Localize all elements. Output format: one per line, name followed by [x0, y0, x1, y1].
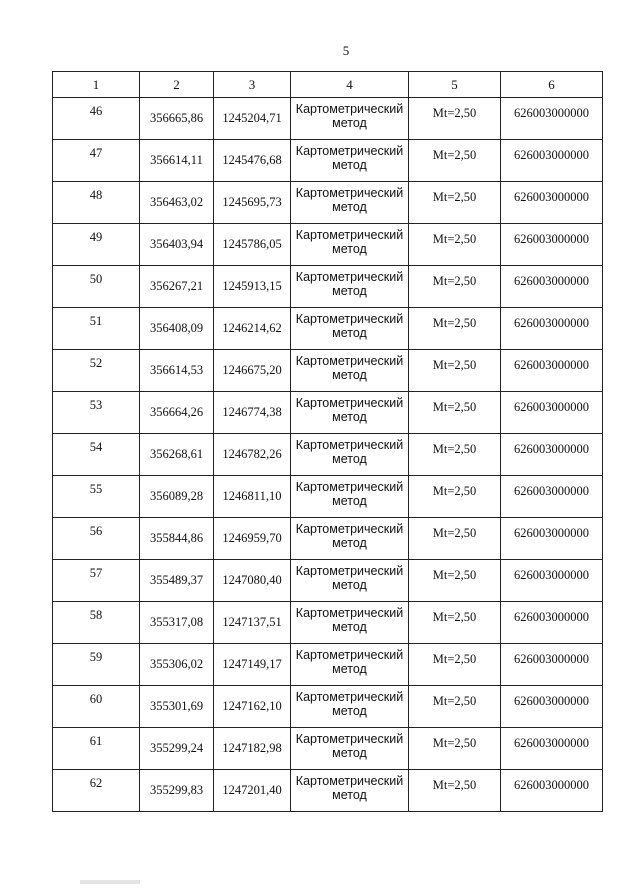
- point-number-cell: 61: [53, 728, 140, 770]
- method-cell: Картометрический метод: [291, 98, 409, 140]
- table-row: [53, 392, 603, 434]
- code-cell: 626003000000: [501, 560, 603, 602]
- coordinate-x-cell: 356665,86: [140, 98, 214, 140]
- table-row: [53, 644, 603, 686]
- code-cell: 626003000000: [501, 476, 603, 518]
- coordinate-y-cell: 1245913,15: [214, 266, 291, 308]
- table-row: [53, 140, 603, 182]
- point-number-cell: 53: [53, 392, 140, 434]
- coordinate-x-cell: 355844,86: [140, 518, 214, 560]
- table-row: [53, 266, 603, 308]
- coordinate-x-cell: 356089,28: [140, 476, 214, 518]
- code-cell: 626003000000: [501, 224, 603, 266]
- table-row: [53, 728, 603, 770]
- header-cell: 5: [409, 72, 501, 98]
- point-number-cell: 58: [53, 602, 140, 644]
- code-cell: 626003000000: [501, 266, 603, 308]
- method-cell: Картометрический метод: [291, 224, 409, 266]
- table-row: [53, 224, 603, 266]
- coordinate-x-cell: 355317,08: [140, 602, 214, 644]
- accuracy-cell: Mt=2,50: [409, 98, 501, 140]
- method-cell: Картометрический метод: [291, 644, 409, 686]
- table-row: [53, 308, 603, 350]
- header-cell: 6: [501, 72, 603, 98]
- table-row: [53, 476, 603, 518]
- table-row: [53, 602, 603, 644]
- coordinate-x-cell: 356267,21: [140, 266, 214, 308]
- code-cell: 626003000000: [501, 518, 603, 560]
- coordinate-y-cell: 1245204,71: [214, 98, 291, 140]
- coordinate-y-cell: 1246675,20: [214, 350, 291, 392]
- point-number-cell: 56: [53, 518, 140, 560]
- table-row: [53, 518, 603, 560]
- coordinate-y-cell: 1246774,38: [214, 392, 291, 434]
- header-cell: 3: [214, 72, 291, 98]
- accuracy-cell: Mt=2,50: [409, 392, 501, 434]
- header-row: [53, 72, 603, 98]
- coordinate-y-cell: 1246811,10: [214, 476, 291, 518]
- coordinate-x-cell: 356268,61: [140, 434, 214, 476]
- method-cell: Картометрический метод: [291, 686, 409, 728]
- header-cell: 4: [291, 72, 409, 98]
- method-cell: Картометрический метод: [291, 518, 409, 560]
- coordinate-y-cell: 1245786,05: [214, 224, 291, 266]
- table-row: [53, 686, 603, 728]
- coordinate-x-cell: 355489,37: [140, 560, 214, 602]
- accuracy-cell: Mt=2,50: [409, 434, 501, 476]
- method-cell: Картометрический метод: [291, 728, 409, 770]
- accuracy-cell: Mt=2,50: [409, 476, 501, 518]
- method-cell: Картометрический метод: [291, 770, 409, 812]
- point-number-cell: 55: [53, 476, 140, 518]
- point-number-cell: 60: [53, 686, 140, 728]
- code-cell: 626003000000: [501, 182, 603, 224]
- accuracy-cell: Mt=2,50: [409, 182, 501, 224]
- coordinate-y-cell: 1247182,98: [214, 728, 291, 770]
- accuracy-cell: Mt=2,50: [409, 266, 501, 308]
- coordinate-y-cell: 1245476,68: [214, 140, 291, 182]
- method-cell: Картометрический метод: [291, 476, 409, 518]
- coordinate-x-cell: 355299,83: [140, 770, 214, 812]
- method-cell: Картометрический метод: [291, 266, 409, 308]
- table-row: [53, 350, 603, 392]
- point-number-cell: 49: [53, 224, 140, 266]
- accuracy-cell: Mt=2,50: [409, 602, 501, 644]
- accuracy-cell: Mt=2,50: [409, 770, 501, 812]
- method-cell: Картометрический метод: [291, 350, 409, 392]
- table-row: [53, 560, 603, 602]
- table-row: [53, 770, 603, 812]
- code-cell: 626003000000: [501, 602, 603, 644]
- table-header: [53, 72, 603, 98]
- accuracy-cell: Mt=2,50: [409, 350, 501, 392]
- code-cell: 626003000000: [501, 770, 603, 812]
- coordinates-table: [52, 71, 603, 812]
- coordinate-y-cell: 1247149,17: [214, 644, 291, 686]
- accuracy-cell: Mt=2,50: [409, 224, 501, 266]
- method-cell: Картометрический метод: [291, 434, 409, 476]
- method-cell: Картометрический метод: [291, 308, 409, 350]
- accuracy-cell: Mt=2,50: [409, 560, 501, 602]
- code-cell: 626003000000: [501, 392, 603, 434]
- coordinate-y-cell: 1246214,62: [214, 308, 291, 350]
- coordinate-x-cell: 355299,24: [140, 728, 214, 770]
- accuracy-cell: Mt=2,50: [409, 728, 501, 770]
- coordinate-x-cell: 356463,02: [140, 182, 214, 224]
- header-cell: 2: [140, 72, 214, 98]
- accuracy-cell: Mt=2,50: [409, 518, 501, 560]
- coordinate-x-cell: 355301,69: [140, 686, 214, 728]
- accuracy-cell: Mt=2,50: [409, 140, 501, 182]
- coordinate-y-cell: 1247201,40: [214, 770, 291, 812]
- code-cell: 626003000000: [501, 686, 603, 728]
- table-body: [53, 98, 603, 812]
- method-cell: Картометрический метод: [291, 392, 409, 434]
- method-cell: Картометрический метод: [291, 560, 409, 602]
- coordinate-y-cell: 1246782,26: [214, 434, 291, 476]
- accuracy-cell: Mt=2,50: [409, 644, 501, 686]
- point-number-cell: 50: [53, 266, 140, 308]
- point-number-cell: 52: [53, 350, 140, 392]
- method-cell: Картометрический метод: [291, 602, 409, 644]
- code-cell: 626003000000: [501, 308, 603, 350]
- code-cell: 626003000000: [501, 98, 603, 140]
- point-number-cell: 46: [53, 98, 140, 140]
- point-number-cell: 59: [53, 644, 140, 686]
- table-row: [53, 434, 603, 476]
- coordinate-x-cell: 356664,26: [140, 392, 214, 434]
- accuracy-cell: Mt=2,50: [409, 308, 501, 350]
- point-number-cell: 54: [53, 434, 140, 476]
- code-cell: 626003000000: [501, 140, 603, 182]
- accuracy-cell: Mt=2,50: [409, 686, 501, 728]
- code-cell: 626003000000: [501, 350, 603, 392]
- code-cell: 626003000000: [501, 434, 603, 476]
- code-cell: 626003000000: [501, 728, 603, 770]
- coordinate-y-cell: 1246959,70: [214, 518, 291, 560]
- point-number-cell: 47: [53, 140, 140, 182]
- coordinate-x-cell: 356408,09: [140, 308, 214, 350]
- coordinate-x-cell: 356614,11: [140, 140, 214, 182]
- method-cell: Картометрический метод: [291, 182, 409, 224]
- coordinate-x-cell: 355306,02: [140, 644, 214, 686]
- method-cell: Картометрический метод: [291, 140, 409, 182]
- point-number-cell: 62: [53, 770, 140, 812]
- coordinate-x-cell: 356403,94: [140, 224, 214, 266]
- point-number-cell: 51: [53, 308, 140, 350]
- table-row: [53, 98, 603, 140]
- coordinate-y-cell: 1247137,51: [214, 602, 291, 644]
- coordinate-y-cell: 1245695,73: [214, 182, 291, 224]
- table-row: [53, 182, 603, 224]
- coordinate-x-cell: 356614,53: [140, 350, 214, 392]
- code-cell: 626003000000: [501, 644, 603, 686]
- coordinate-y-cell: 1247162,10: [214, 686, 291, 728]
- point-number-cell: 57: [53, 560, 140, 602]
- header-cell: 1: [53, 72, 140, 98]
- coordinate-y-cell: 1247080,40: [214, 560, 291, 602]
- point-number-cell: 48: [53, 182, 140, 224]
- scan-artifact: [80, 880, 140, 884]
- page-number: 5: [342, 43, 350, 58]
